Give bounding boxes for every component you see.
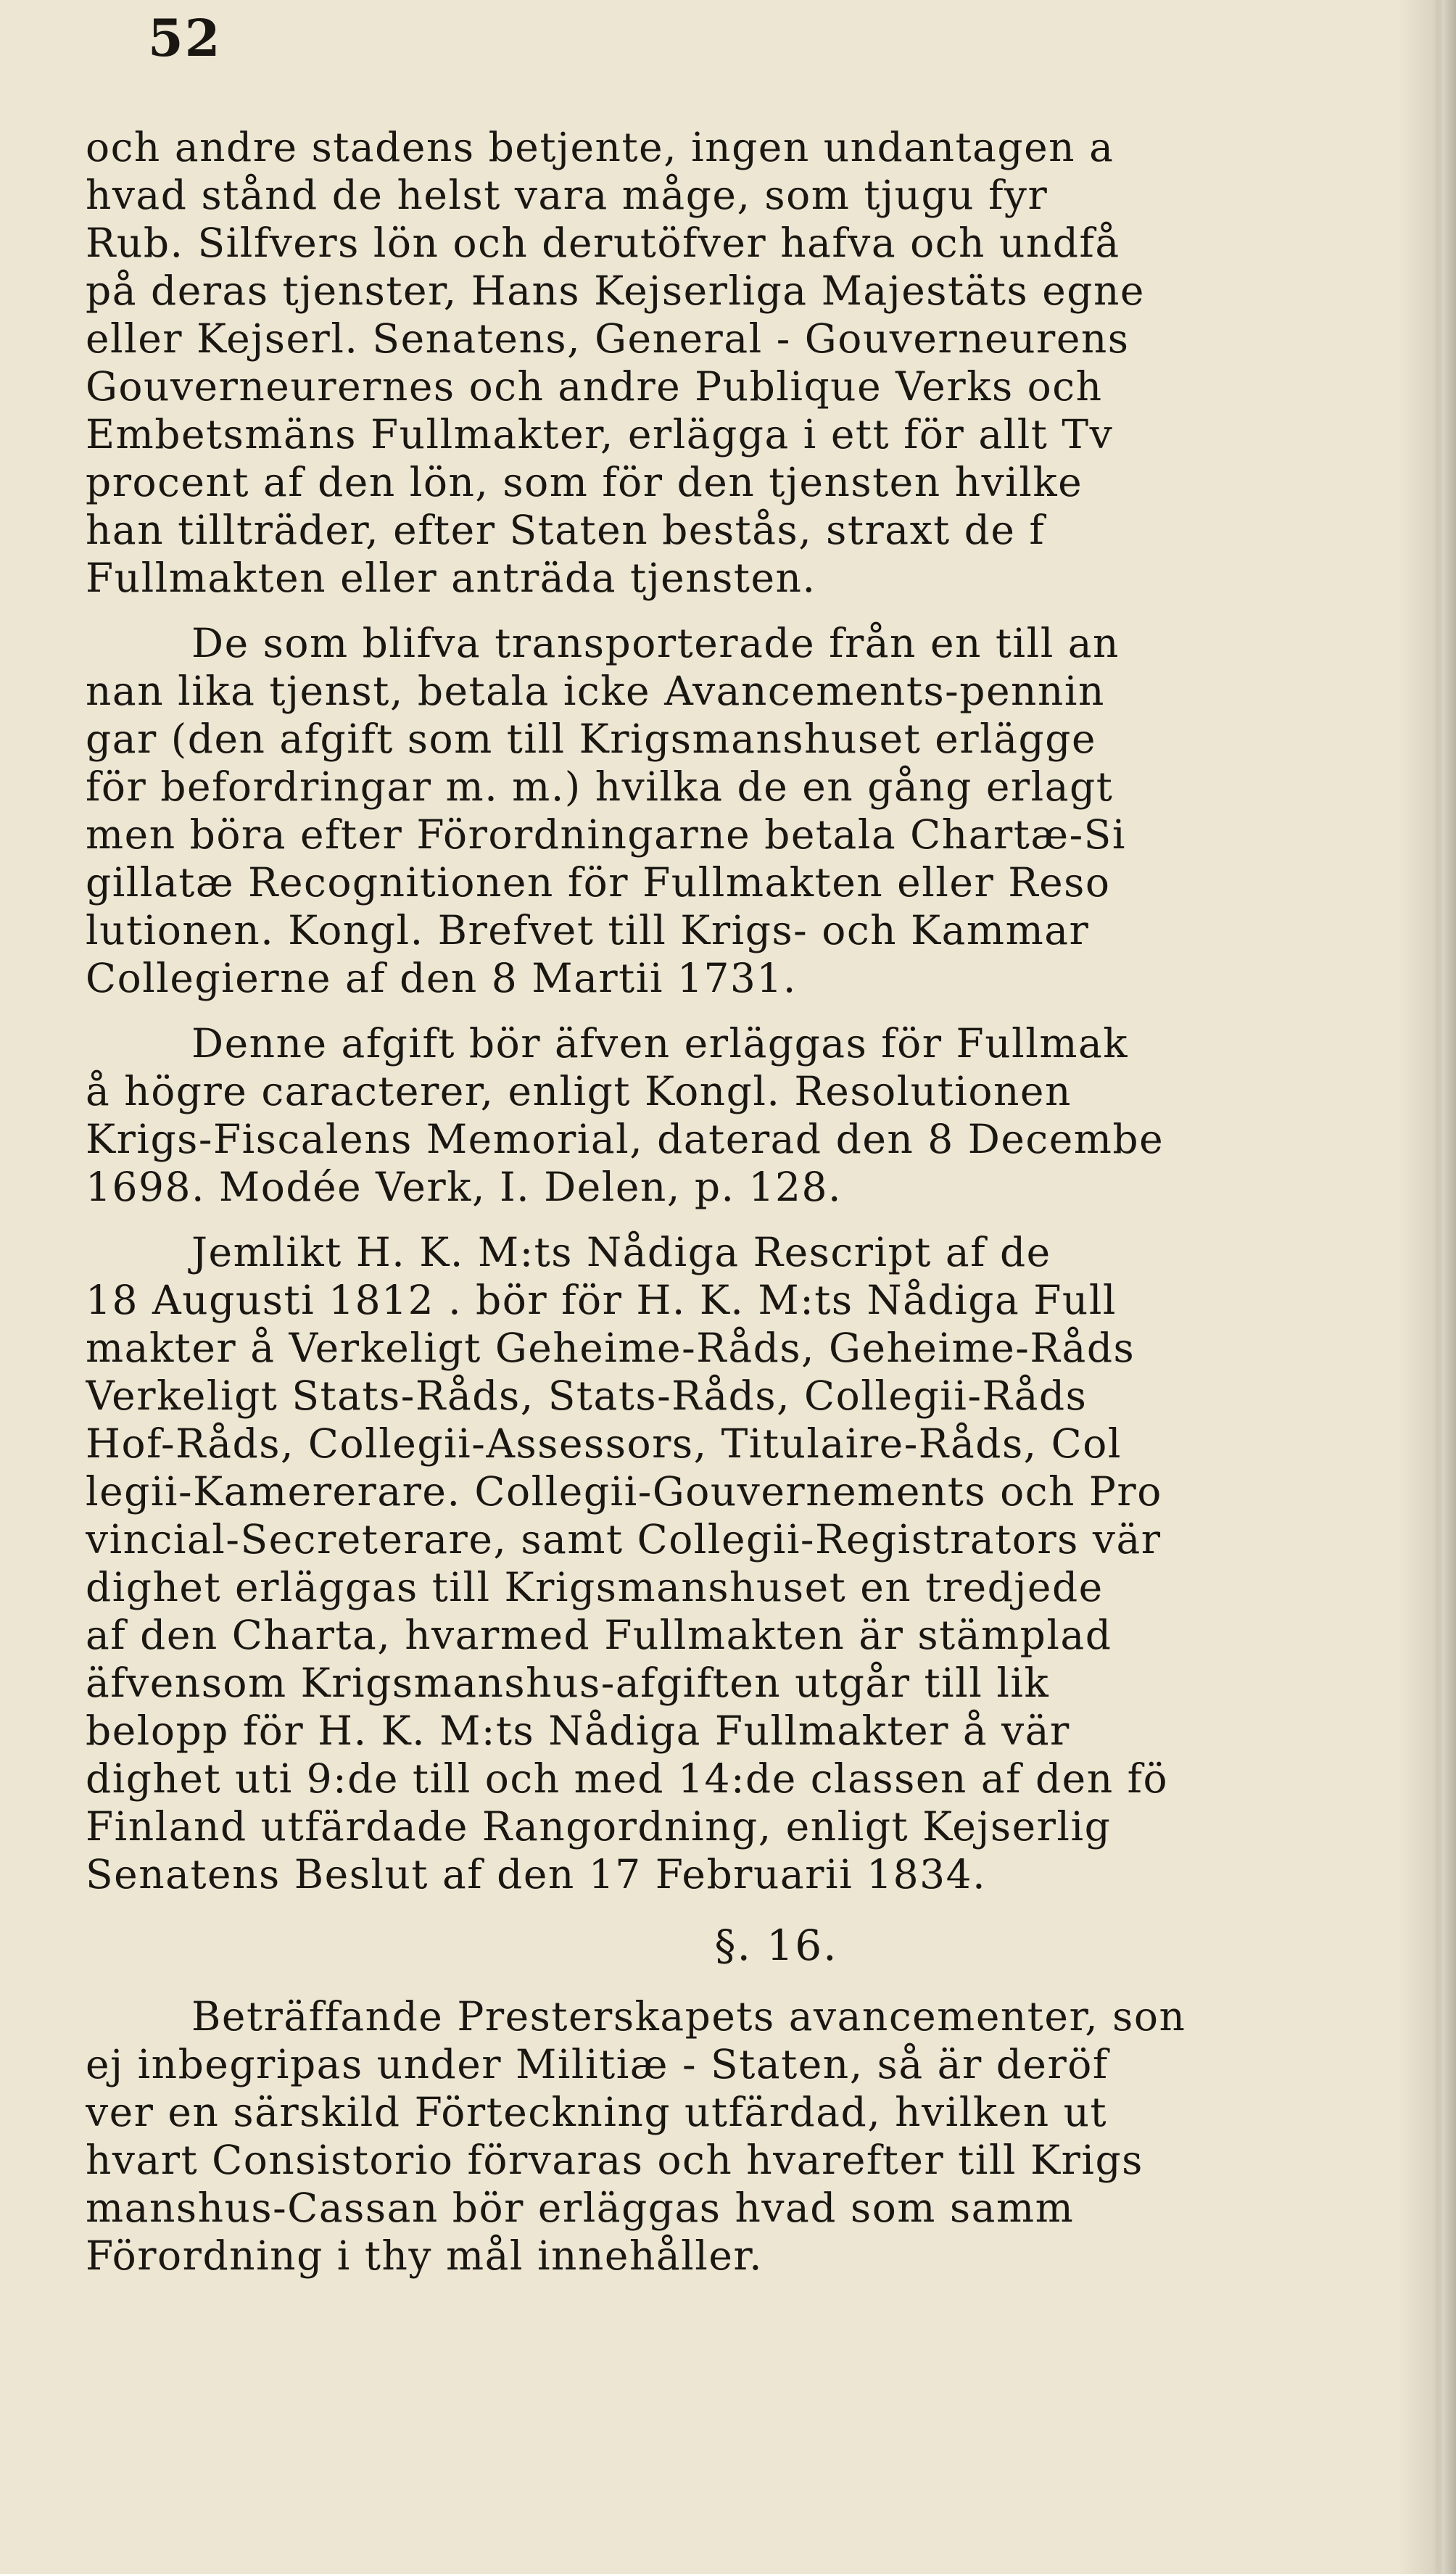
- text-line: De som blifva transporterade från en till an: [191, 620, 1120, 666]
- text-line: Förordning i thy mål innehåller.: [86, 2232, 764, 2279]
- paragraph: [86, 1992, 1438, 2280]
- text-line: belopp för H. K. M:ts Nådiga Fullmakter å vär: [86, 1708, 1070, 1754]
- text-line: af den Charta, hvarmed Fullmakten är stämplad: [86, 1612, 1112, 1658]
- text-line: Fullmakten eller anträda tjensten.: [86, 555, 816, 601]
- text-line: för befordringar m. m.) hvilka de en gång erlagt: [86, 763, 1114, 810]
- text-line: lutionen. Kongl. Brefvet till Krigs- och Kammar: [86, 907, 1090, 953]
- paragraph: [86, 123, 1438, 602]
- text-line: dighet uti 9:de till och med 14:de classen af den fö: [86, 1755, 1169, 1802]
- text-line: äfvensom Krigsmanshus-afgiften utgår till lik: [86, 1660, 1050, 1706]
- text-line: hvad stånd de helst vara måge, som tjugu fyr: [86, 172, 1048, 218]
- text-line: han tillträder, efter Staten bestås, straxt de f: [86, 507, 1046, 553]
- text-line: legii-Kamererare. Collegii-Gouvernements och Pro: [86, 1468, 1162, 1515]
- text-line: Collegierne af den 8 Martii 1731.: [86, 955, 797, 1001]
- text-line: Verkeligt Stats-Råds, Stats-Råds, Collegii-Råds: [86, 1373, 1088, 1419]
- text-line: gar (den afgift som till Krigsmanshuset erlägge: [86, 716, 1096, 762]
- text-line: och andre stadens betjente, ingen undantagen a: [86, 124, 1114, 170]
- paragraph-gap: [86, 1211, 1438, 1228]
- text-line: Krigs-Fiscalens Memorial, daterad den 8 Decembe: [86, 1116, 1165, 1162]
- text-line: Gouverneurernes och andre Publique Verks och: [86, 363, 1103, 410]
- text-line: manshus-Cassan bör erläggas hvad som samm: [86, 2185, 1075, 2231]
- paragraph: [86, 1228, 1438, 1898]
- text-line: ej inbegripas under Militiæ - Staten, så är deröf: [86, 2041, 1109, 2087]
- text-line: procent af den lön, som för den tjensten hvilke: [86, 459, 1083, 505]
- text-line: å högre caracterer, enligt Kongl. Resolutionen: [86, 1068, 1072, 1114]
- text-line: eller Kejserl. Senatens, General - Gouverneurens: [86, 315, 1130, 362]
- text-line: 18 Augusti 1812 . bör för H. K. M:ts Nådiga Full: [86, 1277, 1117, 1323]
- text-line: Hof-Råds, Collegii-Assessors, Titulaire-Råds, Col: [86, 1420, 1122, 1467]
- text-line: Finland utfärdade Rangordning, enligt Kejserlig: [86, 1803, 1112, 1850]
- paragraph-gap: [86, 1002, 1438, 1019]
- paragraph: [86, 1019, 1438, 1211]
- text-line: men böra efter Förordningarne betala Chartæ-Si: [86, 811, 1126, 858]
- text-line: ver en särskild Förteckning utfärdad, hvilken ut: [86, 2089, 1108, 2135]
- text-line: Senatens Beslut af den 17 Februarii 1834.: [86, 1851, 987, 1898]
- text-line: Rub. Silfvers lön och derutöfver hafva och undfå: [86, 220, 1120, 266]
- paragraph: [86, 619, 1438, 1002]
- text-line: hvart Consistorio förvaras och hvarefter till Krigs: [86, 2137, 1143, 2183]
- text-line: Beträffande Presterskapets avancementer, son: [191, 1993, 1186, 2040]
- text-line: vincial-Secreterare, samt Collegii-Registrators vär: [86, 1516, 1162, 1563]
- text-line: Denne afgift bör äfven erläggas för Fullmak: [191, 1020, 1129, 1067]
- text-line: Embetsmäns Fullmakter, erlägga i ett för allt Tv: [86, 411, 1114, 458]
- text-line: gillatæ Recognitionen för Fullmakten eller Reso: [86, 859, 1111, 906]
- text-block: [86, 123, 1438, 2280]
- text-line: på deras tjenster, Hans Kejserliga Majestäts egne: [86, 268, 1145, 314]
- text-line: Jemlikt H. K. M:ts Nådiga Rescript af de: [191, 1229, 1051, 1275]
- text-line: dighet erläggas till Krigsmanshuset en tredjede: [86, 1564, 1104, 1610]
- text-line: nan lika tjenst, betala icke Avancements-pennin: [86, 668, 1105, 714]
- text-line: makter å Verkeligt Geheime-Råds, Geheime-Råds: [86, 1325, 1136, 1371]
- section-heading: §. 16.: [714, 1921, 838, 1970]
- text-line: 1698. Modée Verk, I. Delen, p. 128.: [86, 1164, 842, 1210]
- paragraph-gap: [86, 602, 1438, 619]
- page-number: 52: [148, 8, 222, 68]
